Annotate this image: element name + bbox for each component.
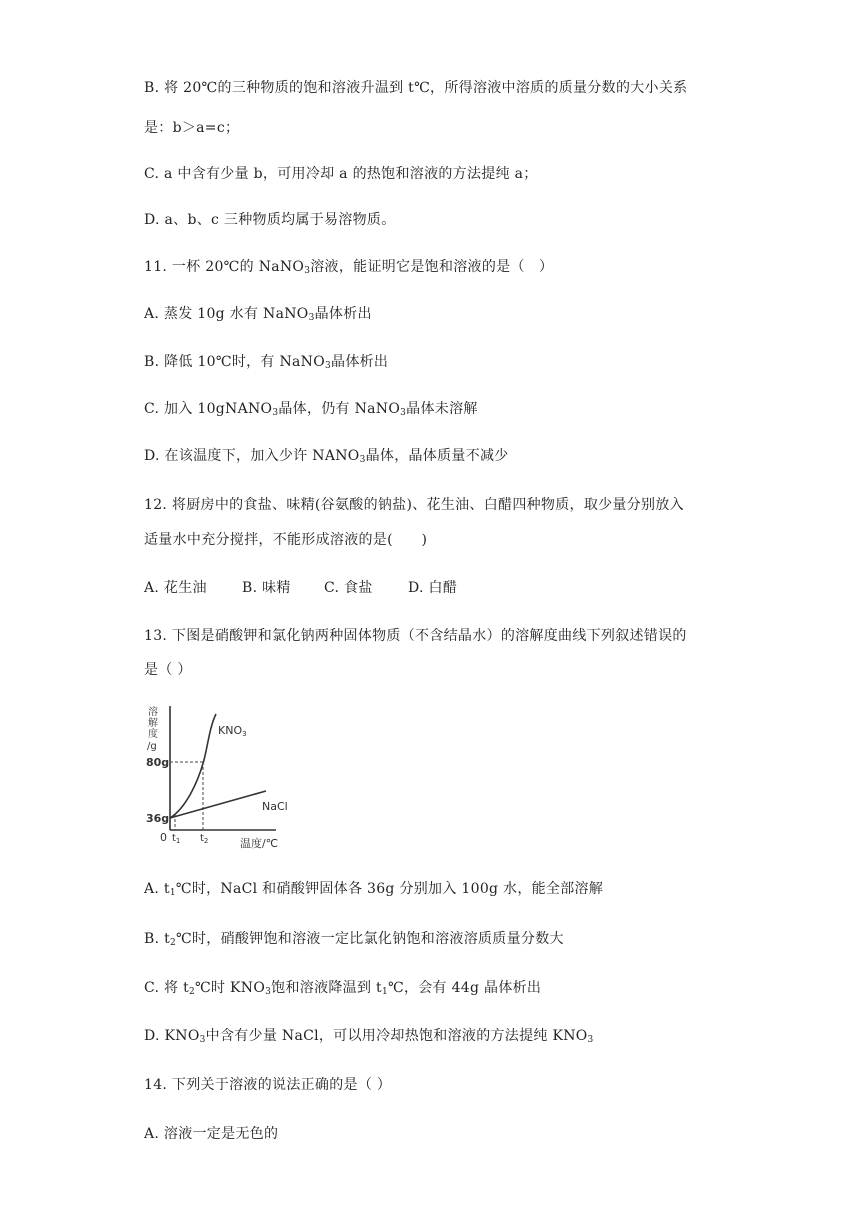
- nacl-label: NaCl: [262, 800, 288, 813]
- solubility-curve-figure: [144, 704, 304, 852]
- q12-stem-line2: 适量水中充分搅拌，不能形成溶液的是( ): [144, 532, 428, 548]
- q11-stem: 11. 一杯 20℃的 NaNO$_3$溶液，能证明它是饱和溶液的是（ ）: [144, 259, 554, 276]
- q10-option-d: D. a、b、c 三种物质均属于易溶物质。: [144, 212, 396, 228]
- q14-stem: 14. 下列关于溶液的说法正确的是（ ）: [144, 1077, 392, 1093]
- kno3-label: KNO3: [218, 724, 247, 738]
- q13-option-d: D. $KNO_3$中含有少量 NaCl，可以用冷却热饱和溶液的方法提纯 $KNO_3$: [144, 1028, 594, 1045]
- y-tick-36g: 36g: [146, 812, 170, 825]
- q11-option-a: A. 蒸发 10g 水有 NaNO$_3$晶体析出: [144, 306, 372, 323]
- q12-option-c: C. 食盐: [324, 580, 373, 596]
- q13-option-c: C. 将 $t_2℃$时 $KNO_3$饱和溶液降温到 $t_1℃$，会有 44g 晶体析出: [144, 980, 542, 997]
- q11-option-c: C. 加入 10gNANO$_3$晶体，仍有 NaNO$_3$晶体未溶解: [144, 401, 478, 418]
- q12-options: [144, 578, 457, 598]
- y-axis-label-char-2: 解: [148, 718, 158, 729]
- x-axis-label: 温度/℃: [240, 837, 279, 850]
- q12-option-d: D. 白醋: [408, 580, 458, 596]
- q13-option-a: A. $t_1℃$时，NaCl 和硝酸钾固体各 36g 分别加入 100g 水，能全部溶解: [144, 881, 604, 898]
- x-tick-t1: $t_1$: [172, 833, 181, 845]
- q12-stem-line1: 12. 将厨房中的食盐、味精(谷氨酸的钠盐)、花生油、白醋四种物质，取少量分别放入: [144, 497, 684, 513]
- y-axis-label-unit: /g: [147, 741, 157, 752]
- q11-option-d: D. 在该温度下，加入少许 $NANO_3$晶体，晶体质量不减少: [144, 448, 509, 465]
- q10-option-c: C. a 中含有少量 b，可用冷却 a 的热饱和溶液的方法提纯 a；: [144, 166, 538, 182]
- q11-option-b: B. 降低 10℃时，有 NaNO$_3$晶体析出: [144, 354, 389, 371]
- q13-stem-line1: 13. 下图是硝酸钾和氯化钠两种固体物质（不含结晶水）的溶解度曲线下列叙述错误的: [144, 628, 687, 644]
- origin-label: 0: [160, 831, 167, 844]
- q12-option-b: B. 味精: [242, 580, 291, 596]
- kno3-curve: [170, 714, 216, 818]
- q13-stem-line2: 是（ ）: [144, 662, 192, 678]
- solubility-curve-svg: [144, 704, 304, 852]
- q10-option-b-line1: B. 将 20℃的三种物质的饱和溶液升温到 t℃，所得溶液中溶质的质量分数的大小关系: [144, 80, 688, 96]
- y-axis-label-char-3: 度: [148, 729, 158, 740]
- q12-option-a: A. 花生油: [144, 580, 207, 596]
- q13-option-b: B. $t_2℃$时，硝酸钾饱和溶液一定比氯化钠饱和溶液溶质质量分数大: [144, 931, 564, 948]
- y-tick-80g: 80g: [146, 756, 170, 769]
- y-axis-label-char-1: 溶: [148, 707, 158, 718]
- q10-option-b-line2: 是：b＞a=c；: [144, 120, 240, 136]
- q14-option-a: A. 溶液一定是无色的: [144, 1126, 279, 1142]
- x-tick-t2: $t_2$: [200, 833, 209, 845]
